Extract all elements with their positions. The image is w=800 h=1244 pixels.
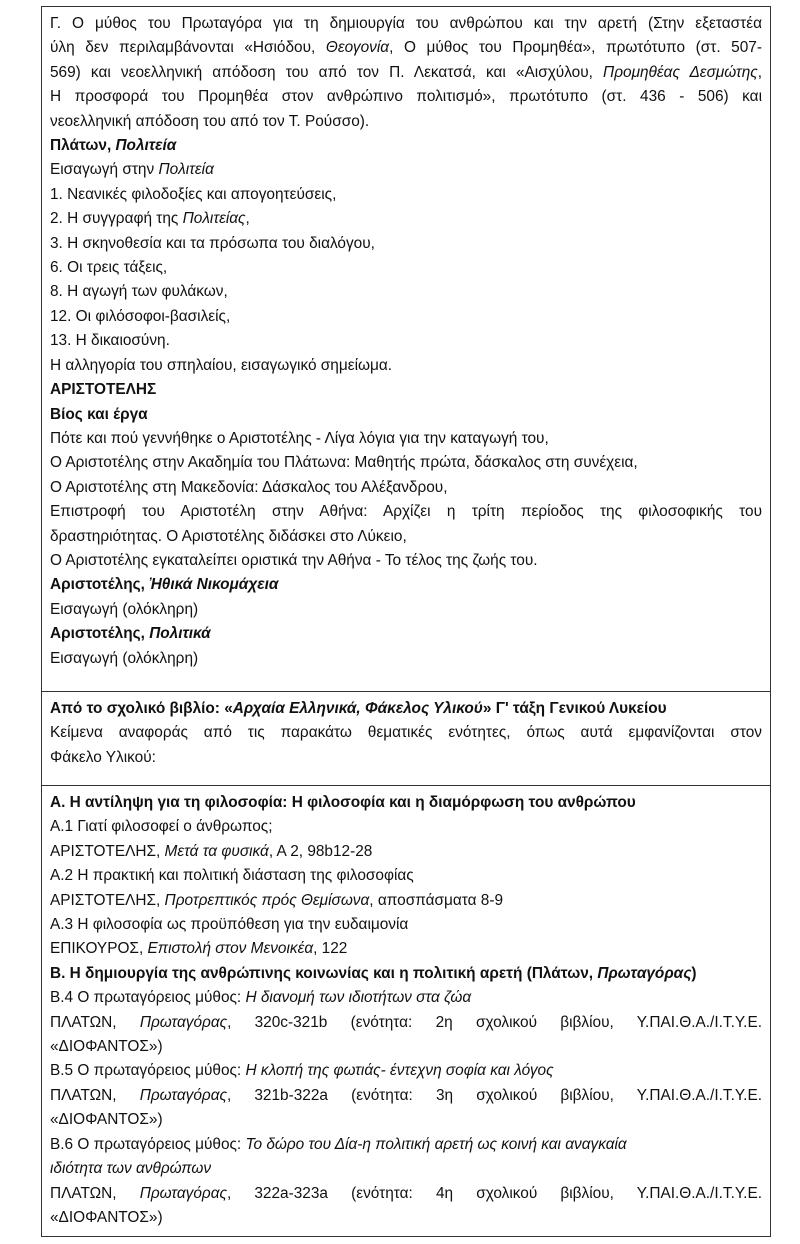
intro-text: 569) και νεοελληνική απόδοση του από τον Π. Λεκατσά, και «Αισχύλου, [50,63,604,81]
unit-label: Β.5 Ο πρωταγόρειος μύθος: [50,1062,246,1080]
republic-item: 13. Η δικαιοσύνη. [50,332,170,350]
unit-title [50,1133,762,1157]
ethics-title: Ἠθικά Νικομάχεια [149,576,279,594]
republic-title-italic: Πολιτείας [182,210,246,228]
republic-item-text: 2. Η συγγραφή της [50,210,183,228]
bio-item: Πότε και πού γεννήθηκε ο Αριστοτέλης - Λίγα λόγια για την καταγωγή του, [50,429,549,447]
source-ref: , Α 2, 98b12-28 [268,842,373,860]
unit-label: Β.4 Ο πρωταγόρειος μύθος: [50,989,246,1007]
source-ref: , αποσπάσματα 8-9 [369,891,504,909]
prometheus-bound-title: Προμηθέας Δεσμώτης [603,63,758,81]
ethics-author: Αριστοτέλης, [50,576,150,594]
section-a-heading-text: Α. Η αντίληψη για τη φιλοσοφία: Η φιλοσοφία και η διαμόρφωση του ανθρώπου [50,794,636,811]
unit-title: Α.2 Η πρακτική και πολιτική διάσταση της φιλοσοφίας [50,867,414,885]
textbook-line: Κείμενα αναφοράς από τις παρακάτω θεματικές ενότητες, όπως αυτά εμφανίζονται στον [50,724,762,742]
republic-item: 12. Οι φιλόσοφοι-βασιλείς, [50,307,231,325]
unit-label: Β.6 Ο πρωταγόρειος μύθος: [50,1135,246,1153]
source-work: Πρωταγόρας [139,1184,227,1202]
republic-intro [50,158,762,182]
bio-item: Ο Αριστοτέλης εγκαταλείπει οριστικά την Αθήνα - Το τέλος της ζωής του. [50,551,538,569]
source-work: Πρωταγόρας [139,1013,228,1031]
bio-item: Ο Αριστοτέλης στην Ακαδημία του Πλάτωνα: Μαθητής πρώτα, δάσκαλος στη συνέχεια, [50,454,638,472]
unit-source-cont: «ΔΙΟΦΑΝΤΟΣ») [50,1208,163,1226]
bio-item: Επιστροφή του Αριστοτέλη στην Αθήνα: Αρχίζει η τρίτη περίοδος της φιλοσοφικής του [50,503,762,521]
politics-intro: Εισαγωγή (ολόκληρη) [50,649,199,667]
unit-subject: Η διανομή των ιδιοτήτων στα ζώα [245,989,472,1007]
unit-title: Α.1 Γιατί φιλοσοφεί ο άνθρωπος; [50,818,273,836]
source-work: Μετά τα φυσικά [164,842,269,860]
plato-author: Πλάτων, [50,137,116,155]
intro-text: , [757,63,762,81]
source-author: ΑΡΙΣΤΟΤΕΛΗΣ, [50,891,165,909]
intro-text: , Ο μύθος του Προμηθέα», πρωτότυπο (στ. 507- [389,39,762,57]
politics-heading [50,622,762,646]
intro-line-5: νεοελληνική απόδοση του από τον Τ. Ρούσσο). [50,112,370,130]
source-ref: , 322a-323a (ενότητα: 4η σχολικού βιβλίου, Υ.ΠΑΙ.Θ.Α./Ι.Τ.Υ.Ε. [226,1184,762,1202]
republic-item: 8. Η αγωγή των φυλάκων, [50,283,228,301]
aristotle-heading [50,378,762,402]
republic-item: Η αλληγορία του σπηλαίου, εισαγωγικό σημείωμα. [50,356,393,374]
textbook-box [41,691,771,785]
republic-item: 1. Νεανικές φιλοδοξίες και απογοητεύσεις, [50,185,337,203]
unit-source [50,1084,762,1108]
intro-line-3 [50,61,762,85]
textbook-title: Αρχαία Ελληνικά, Φάκελος Υλικού [232,700,483,717]
bio-item: δραστηριότητας. Ο Αριστοτέλης διδάσκει στο Λύκειο, [50,527,407,545]
bio-heading-text: Βίος και έργα [50,405,148,423]
unit-subject: Η κλοπή της φωτιάς- έντεχνη σοφία και λόγος [245,1062,554,1080]
theogony-title: Θεογονία [325,39,390,57]
section-b-heading-text: ) [691,964,697,982]
source-author: ΠΛΑΤΩΝ, [50,1013,140,1031]
ethics-heading [50,573,762,597]
republic-item: 6. Οι τρεις τάξεις, [50,259,168,277]
unit-source-cont: «ΔΙΟΦΑΝΤΟΣ») [50,1038,163,1056]
unit-source [50,937,762,961]
unit-source [50,840,762,864]
source-author: ΠΛΑΤΩΝ, [50,1086,140,1104]
syllabus-box-plato-aristotle [41,6,771,691]
bio-item: Ο Αριστοτέλης στη Μακεδονία: Δάσκαλος του Αλέξανδρου, [50,478,448,496]
intro-line-2 [50,36,762,60]
source-ref: , 122 [313,940,348,958]
intro-text: ύλη δεν περιλαμβάνονται «Ησιόδου, [50,39,326,57]
republic-intro-text: Εισαγωγή στην [50,161,159,179]
republic-item [50,207,762,231]
plato-republic-heading [50,134,762,158]
republic-item-text: , [245,210,250,228]
intro-line-1: Γ. Ο μύθος του Πρωταγόρα για τη δημιουργία του ανθρώπου και την αρετή (Στην εξεταστέα [50,15,762,32]
aristotle-heading-text: ΑΡΙΣΤΟΤΕΛΗΣ [50,381,157,399]
source-work: Πρωταγόρας [139,1086,227,1104]
source-ref: , 320c-321b (ενότητα: 2η σχολικού βιβλίου, Υ.ΠΑΙ.Θ.Α./Ι.Τ.Υ.Ε. [227,1013,762,1031]
republic-title: Πολιτεία [115,137,177,155]
source-author: ΑΡΙΣΤΟΤΕΛΗΣ, [50,842,165,860]
textbook-heading [50,697,762,721]
unit-source-cont: «ΔΙΟΦΑΝΤΟΣ») [50,1111,163,1129]
thematic-units-box [41,785,771,1237]
bio-heading [50,403,762,427]
unit-subject: ιδιότητα των ανθρώπων [50,1160,212,1178]
politics-title: Πολιτικά [149,625,211,643]
source-ref: , 321b-322a (ενότητα: 3η σχολικού βιβλίου, Υ.ΠΑΙ.Θ.Α./Ι.Τ.Υ.Ε. [226,1086,762,1104]
republic-title-italic: Πολιτεία [158,161,214,179]
source-work: Προτρεπτικός πρός Θεμίσωνα [164,891,370,909]
ethics-intro: Εισαγωγή (ολόκληρη) [50,600,199,618]
unit-source [50,889,762,913]
unit-source [50,1182,762,1206]
textbook-heading-text: Από το σχολικό βιβλίο: « [50,700,233,717]
textbook-heading-text: » Γ' τάξη Γενικού Λυκείου [482,700,667,717]
source-work: Επιστολή στον Μενοικέα [147,940,314,958]
section-b-heading [50,962,762,986]
protagoras-title: Πρωταγόρας [597,964,692,982]
politics-author: Αριστοτέλης, [50,625,150,643]
textbook-line: Φάκελο Υλικού: [50,748,156,766]
unit-title-cont [50,1157,762,1181]
source-author: ΕΠΙΚΟΥΡΟΣ, [50,940,148,958]
unit-title [50,986,762,1010]
republic-item: 3. Η σκηνοθεσία και τα πρόσωπα του διαλόγου, [50,234,375,252]
unit-source [50,1011,762,1035]
unit-title [50,1059,762,1083]
source-author: ΠΛΑΤΩΝ, [50,1184,140,1202]
unit-title: Α.3 Η φιλοσοφία ως προϋπόθεση για την ευδαιμονία [50,916,409,934]
unit-subject: Το δώρο του Δία-η πολιτική αρετή ως κοινή και αναγκαία [245,1135,627,1153]
section-a-heading [50,791,762,815]
section-b-heading-text: Β. Η δημιουργία της ανθρώπινης κοινωνίας και η πολιτική αρετή (Πλάτων, [50,964,598,982]
intro-line-4: Η προσφορά του Προμηθέα στον ανθρώπινο πολιτισμό», πρωτότυπο (στ. 436 - 506) και [50,88,762,106]
